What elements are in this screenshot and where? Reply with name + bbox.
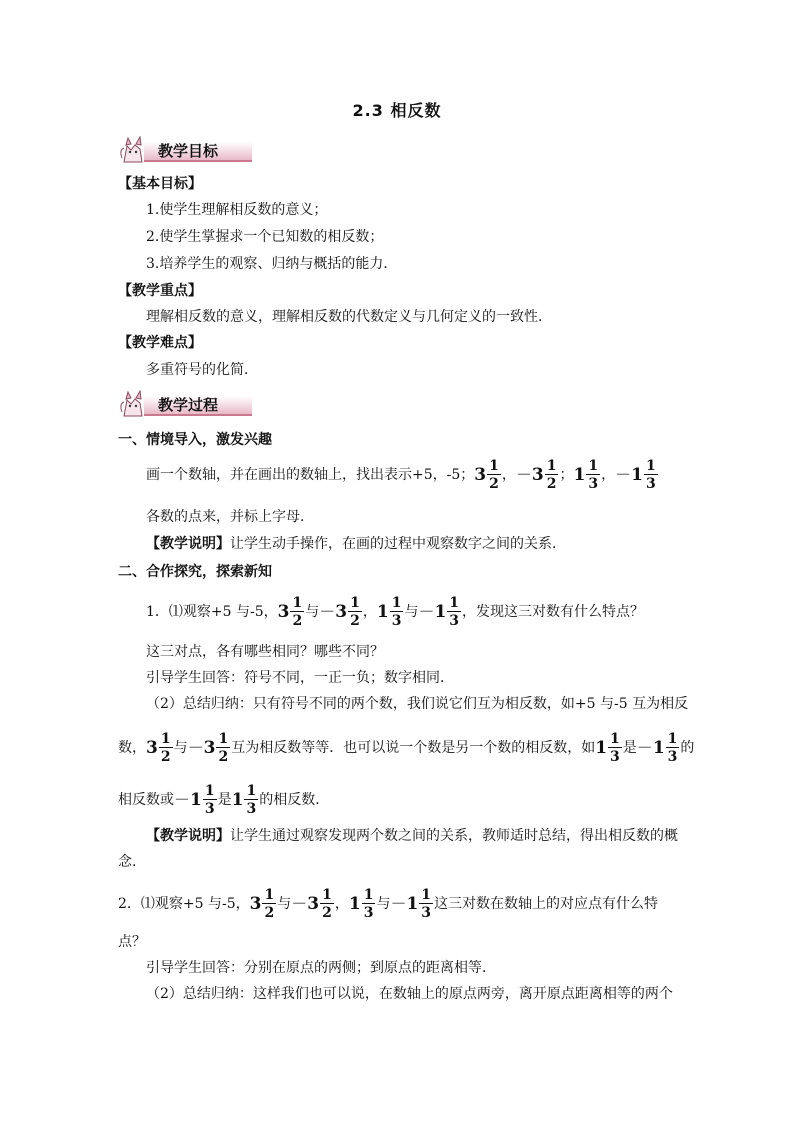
teaching-note-2: 【教学说明】让学生通过观察发现两个数之间的关系，教师适时总结，得出相反数的概 xyxy=(146,828,678,844)
teaching-note-1: 【教学说明】让学生动手操作，在画的过程中观察数字之间的关系． xyxy=(146,536,566,552)
page-title: 2.3 相反数 xyxy=(352,101,442,120)
basic-goal-heading: 【基本目标】 xyxy=(118,176,202,192)
question-2-line-cont: 点？ xyxy=(118,934,146,950)
question-2-answer: 引导学生回答：分别在原点的两侧；到原点的距离相等． xyxy=(146,960,496,976)
difficulty-text: 多重符号的化简． xyxy=(146,362,258,378)
section-1-paragraph: 画一个数轴，并在画出的数轴上，找出表示+5，-5；3 $\frac{1}{2}$ ，－3 $\frac{1}{2}$ ；1 $\frac{1}{3}$ ，－1 $\frac{1}{3}$ xyxy=(146,458,656,492)
fox-mascot-icon xyxy=(118,136,148,166)
question-1-text: 这三对点，各有哪些相同？哪些不同？ xyxy=(146,644,384,660)
goal-item-1: 1.使学生理解相反数的意义； xyxy=(146,202,328,218)
question-1-line: 1．⑴观察+5 与-5，3 $\frac{1}{2}$ 与－3 $\frac{1}{2}$ ，1 $\frac{1}{3}$ 与－1 $\frac{1}{3}$ ，发现这三对数有什么特点？ xyxy=(146,595,645,629)
question-2-summary: （2）总结归纳：这样我们也可以说，在数轴上的原点两旁，离开原点距离相等的两个 xyxy=(146,986,673,1002)
goal-item-2: 2.使学生掌握求一个已知数的相反数； xyxy=(146,229,384,245)
teaching-note-2-cont: 念. xyxy=(118,854,137,870)
section-banner-process xyxy=(118,390,256,420)
section-banner-goals xyxy=(118,136,256,166)
question-1-summary-cont: 数，3 $\frac{1}{2}$ 与－3 $\frac{1}{2}$ 互为相反数等等．也可以说一个数是另一个数的相反数，如1 $\frac{1}{3}$ 是－1 $\frac{1}{3}$ 的 xyxy=(118,731,695,765)
difficulty-heading: 【教学难点】 xyxy=(118,335,202,351)
banner-label: 教学过程 xyxy=(158,396,219,414)
section-2-heading: 二、合作探究，探索新知 xyxy=(118,564,272,580)
key-point-heading: 【教学重点】 xyxy=(118,283,202,299)
fox-mascot-icon xyxy=(118,390,148,420)
goal-item-3: 3.培养学生的观察、归纳与概括的能力． xyxy=(146,256,398,272)
question-1-summary-end: 相反数或－1 $\frac{1}{3}$ 是1 $\frac{1}{3}$ 的相反数． xyxy=(118,783,330,817)
section-1-paragraph-cont: 各数的点来，并标上字母． xyxy=(146,509,314,525)
key-point-text: 理解相反数的意义，理解相反数的代数定义与几何定义的一致性． xyxy=(146,309,552,325)
question-2-line: 2．⑴观察+5 与-5，3 $\frac{1}{2}$ 与－3 $\frac{1}{2}$ ，1 $\frac{1}{3}$ 与－1 $\frac{1}{3}$ 这三对数在数轴上的对应点有什么特 xyxy=(118,887,659,921)
question-1-answer: 引导学生回答：符号不同，一正一负；数字相同． xyxy=(146,670,454,686)
question-1-summary: （2）总结归纳：只有符号不同的两个数，我们说它们互为相反数，如+5 与-5 互为相反 xyxy=(146,696,689,712)
banner-label: 教学目标 xyxy=(158,142,219,160)
section-1-heading: 一、情境导入，激发兴趣 xyxy=(118,432,272,448)
